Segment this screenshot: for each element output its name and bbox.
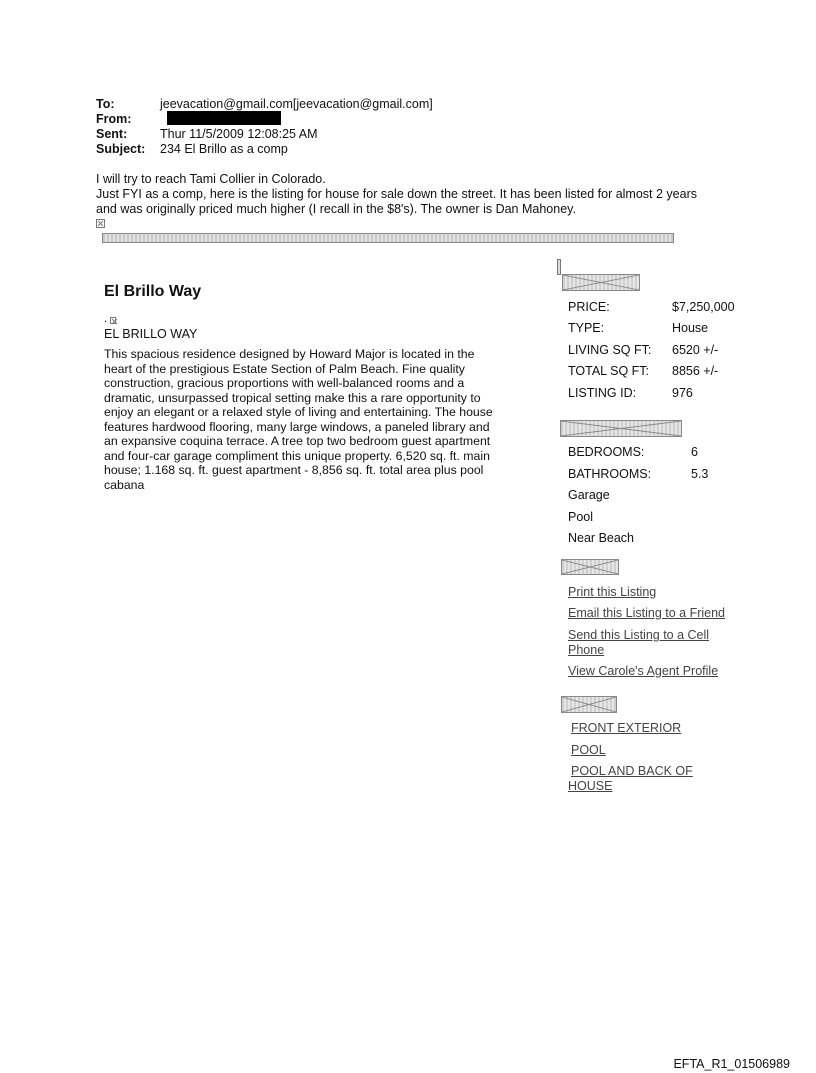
email-listing-link[interactable]: Email this Listing to a Friend <box>568 606 726 620</box>
price-value: $7,250,000 <box>672 300 735 314</box>
feature-item: Near Beach <box>568 531 635 545</box>
small-image-placeholder <box>557 259 561 275</box>
sent-value: Thur 11/5/2009 12:08:25 AM <box>160 127 318 141</box>
description-line: enjoy an elegant or a relaxed style of living and entertaining. The house <box>104 405 493 419</box>
photo-link-pool-back[interactable]: POOL AND BACK OF <box>571 764 693 778</box>
photos-image-placeholder <box>561 696 617 713</box>
email-body-line: I will try to reach Tami Collier in Colorado. <box>96 172 326 186</box>
photo-link-pool-back-continued[interactable]: HOUSE <box>568 779 613 793</box>
description-line: house; 1.168 sq. ft. guest apartment - 8,856 sq. ft. total area plus pool <box>104 463 484 477</box>
type-value: House <box>672 321 709 335</box>
bathrooms-label: BATHROOMS: <box>568 467 652 481</box>
listing-id-label: LISTING ID: <box>568 386 637 400</box>
living-sqft-value: 6520 +/- <box>672 343 719 357</box>
bullet-text: . <box>104 313 108 325</box>
bedrooms-value: 6 <box>691 445 698 459</box>
bedrooms-label: BEDROOMS: <box>568 445 645 459</box>
print-listing-link[interactable]: Print this Listing <box>568 585 657 599</box>
header-banner-image <box>102 233 674 243</box>
bathrooms-value: 5.3 <box>691 467 709 481</box>
broken-image-icon <box>110 317 116 324</box>
total-sqft-value: 8856 +/- <box>672 364 719 378</box>
send-to-cell-link-continued[interactable]: Phone <box>568 643 605 657</box>
listing-description <box>104 347 514 492</box>
description-line: heart of the prestigious Estate Section of Palm Beach. Fine quality <box>104 361 465 376</box>
actions-image-placeholder <box>561 559 619 575</box>
broken-image-icon <box>96 219 105 228</box>
description-line: and four-car garage compliment this unique property. 6,520 sq. ft. main <box>104 448 490 463</box>
sent-label: Sent: <box>96 127 128 141</box>
email-body-line: Just FYI as a comp, here is the listing for house for sale down the street. It has been listed for almost 2 years <box>96 187 697 201</box>
type-label: TYPE: <box>568 321 605 335</box>
document-id: EFTA_R1_01506989 <box>673 1057 790 1071</box>
description-line: construction, gracious proportions with well-balanced rooms and a <box>104 376 465 390</box>
to-value: jeevacation@gmail.com[jeevacation@gmail.com] <box>160 97 433 111</box>
price-label: PRICE: <box>568 300 610 314</box>
description-line: cabana <box>104 477 145 492</box>
description-line: an expansive coquina terrace. A tree top two bedroom guest apartment <box>104 434 491 448</box>
listing-subtitle: EL BRILLO WAY <box>104 327 198 341</box>
subject-value: 234 El Brillo as a comp <box>160 142 288 156</box>
feature-item: Garage <box>568 488 610 502</box>
description-line: features hardwood flooring, many large windows, a paneled library and <box>104 419 490 434</box>
subject-label: Subject: <box>96 142 146 156</box>
features-image-placeholder <box>560 420 682 437</box>
from-label: From: <box>96 112 132 126</box>
agent-profile-link[interactable]: View Carole's Agent Profile <box>568 664 719 678</box>
total-sqft-label: TOTAL SQ FT: <box>568 364 650 378</box>
photo-link-pool[interactable]: POOL <box>571 743 606 757</box>
living-sqft-label: LIVING SQ FT: <box>568 343 652 357</box>
listing-id-value: 976 <box>672 386 693 400</box>
header-image-placeholder <box>562 274 640 291</box>
email-body-line: and was originally priced much higher (I recall in the $8's). The owner is Dan Mahoney. <box>96 202 576 216</box>
to-label: To: <box>96 97 115 111</box>
feature-item: Pool <box>568 510 594 524</box>
listing-title: El Brillo Way <box>104 283 202 300</box>
description-line: This spacious residence designed by Howard Major is located in the <box>104 347 475 361</box>
photo-link-front-exterior[interactable]: FRONT EXTERIOR <box>571 721 682 735</box>
description-line: dramatic, unsurpassed tropical setting make this a rare opportunity to <box>104 390 481 405</box>
send-to-cell-link[interactable]: Send this Listing to a Cell <box>568 628 710 642</box>
redaction-bar <box>167 111 281 125</box>
